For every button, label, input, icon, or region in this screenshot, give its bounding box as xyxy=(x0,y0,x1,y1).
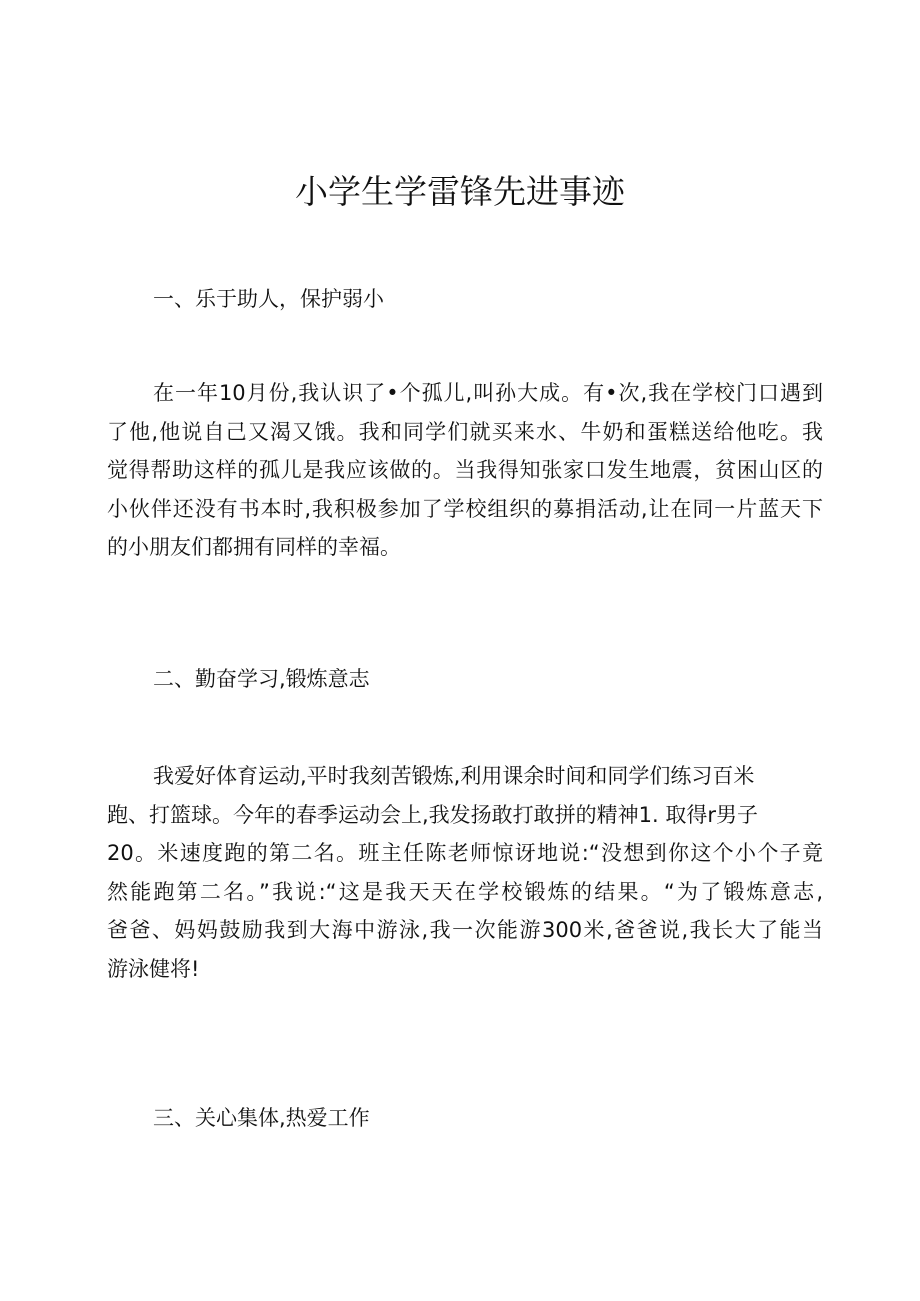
paragraph-line: 小伙伴还没有书本时,我积极参加了学校组织的募捐活动,让在同一片蓝天下 xyxy=(107,496,823,521)
paragraph-line: 的小朋友们都拥有同样的幸福。 xyxy=(107,535,401,560)
paragraph-line: 爸爸、妈妈鼓励我到大海中游泳,我一次能游300米,爸爸说,我长大了能当 xyxy=(107,918,823,943)
section-heading-2: 二、勤奋学习,锻炼意志 xyxy=(153,667,370,691)
paragraph-line: 觉得帮助这样的孤儿是我应该做的。当我得知张家口发生地震，贫困山区的 xyxy=(107,458,823,483)
paragraph-line: 然能跑第二名。”我说:“这是我天天在学校锻炼的结果。“为了锻炼意志, xyxy=(107,879,823,904)
document-title: 小学生学雷锋先进事迹 xyxy=(295,172,625,211)
section-1-paragraph xyxy=(107,374,823,567)
paragraph-line: 在一年10月份,我认识了•个孤儿,叫孙大成。有•次,我在学校门口遇到 xyxy=(153,381,823,405)
section-heading-1: 一、乐于助人，保护弱小 xyxy=(153,287,384,311)
paragraph-line: 游泳健将! xyxy=(107,956,200,981)
paragraph-line: 了他,他说自己又渴又饿。我和同学们就买来水、牛奶和蛋糕送给他吃。我 xyxy=(107,419,823,444)
section-2-paragraph xyxy=(107,757,823,989)
section-heading-3: 三、关心集体,热爱工作 xyxy=(153,1106,370,1130)
paragraph-line: 跑、打篮球。今年的春季运动会上,我发扬敢打敢拼的精神1. 取得r男子 xyxy=(107,802,759,827)
paragraph-line: 20。米速度跑的第二名。班主任陈老师惊讶地说:“没想到你这个小个子竟 xyxy=(107,841,823,866)
paragraph-line: 我爱好体育运动,平时我刻苦锻炼,利用课余时间和同学们练习百米 xyxy=(153,764,755,788)
